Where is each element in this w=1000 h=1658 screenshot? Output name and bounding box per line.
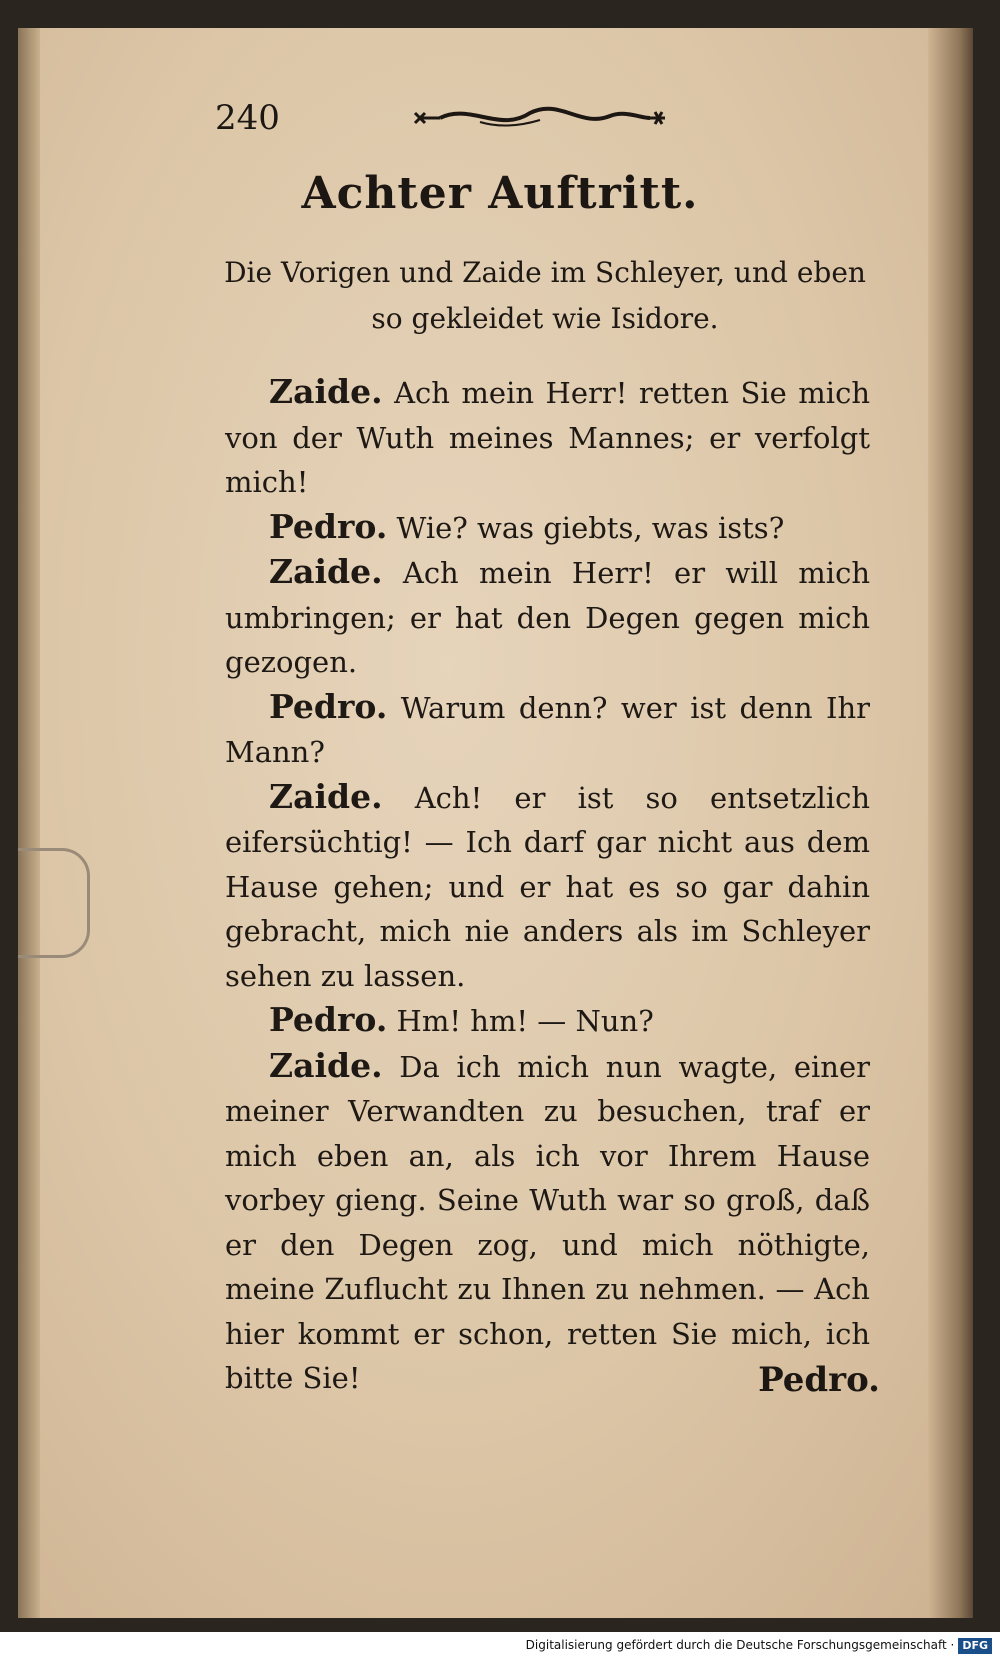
catchword: Pedro.: [758, 1360, 880, 1400]
speech-text: Wie? was giebts, was ists?: [396, 510, 785, 545]
digitization-footer: [0, 1632, 1000, 1658]
footer-text: Digitalisierung gefördert durch die Deutsche Forschungsgemeinschaft ·: [525, 1638, 955, 1652]
speech: [225, 370, 870, 505]
speech: [225, 505, 870, 551]
page-right-edge: [928, 28, 973, 1618]
ornament-icon: [410, 98, 670, 138]
dialogue: [225, 370, 870, 1401]
page-left-edge: [18, 28, 40, 1618]
speaker-name: Zaide.: [269, 776, 383, 816]
speech: [225, 775, 870, 999]
speaker-name: Zaide.: [269, 372, 383, 411]
speaker-name: Zaide.: [269, 1045, 383, 1085]
speaker-name: Pedro.: [269, 506, 388, 546]
speech-text: Warum denn? wer ist denn Ihr Mann?: [225, 690, 870, 769]
page-number: 240: [215, 98, 280, 138]
speech: [225, 1044, 870, 1401]
scene-title: Achter Auftritt.: [301, 168, 699, 219]
speech: [225, 998, 870, 1044]
page-clip: [18, 848, 90, 958]
stage-direction: Die Vorigen und Zaide im Schleyer, und eben so gekleidet wie Isidore.: [224, 256, 866, 335]
speech-text: Ach! er ist so entsetzlich eifersüchtig! — Ich darf gar nicht aus dem Hause gehen; und er hat es so gar dahin gebracht, mich nie anders als im Schleyer sehen zu lassen.: [225, 780, 870, 993]
dfg-logo: DFG: [958, 1638, 992, 1654]
speaker-name: Pedro.: [269, 686, 388, 726]
speech: [225, 685, 870, 775]
speech-text: Hm! hm! — Nun?: [396, 1004, 654, 1038]
speech-text: Da ich mich nun wagte, einer meiner Verwandten zu besuchen, traf er mich eben an, als ich vor Ihrem Hause vorbey gieng. Seine Wuth war so groß, daß er den Degen zog, und mich nöthigte, meine Zuflucht zu Ihnen zu nehmen. — Ach hier kommt er schon, retten Sie mich, ich bitte Sie!: [225, 1049, 870, 1395]
speech-text: Ach mein Herr! retten Sie mich von der Wuth meines Mannes; er verfolgt mich!: [225, 376, 870, 499]
speaker-name: Zaide.: [269, 552, 383, 591]
speech-text: Ach mein Herr! er will mich umbringen; er hat den Degen gegen mich gezogen.: [225, 556, 871, 679]
speech: [225, 550, 870, 685]
speaker-name: Pedro.: [269, 1000, 388, 1039]
